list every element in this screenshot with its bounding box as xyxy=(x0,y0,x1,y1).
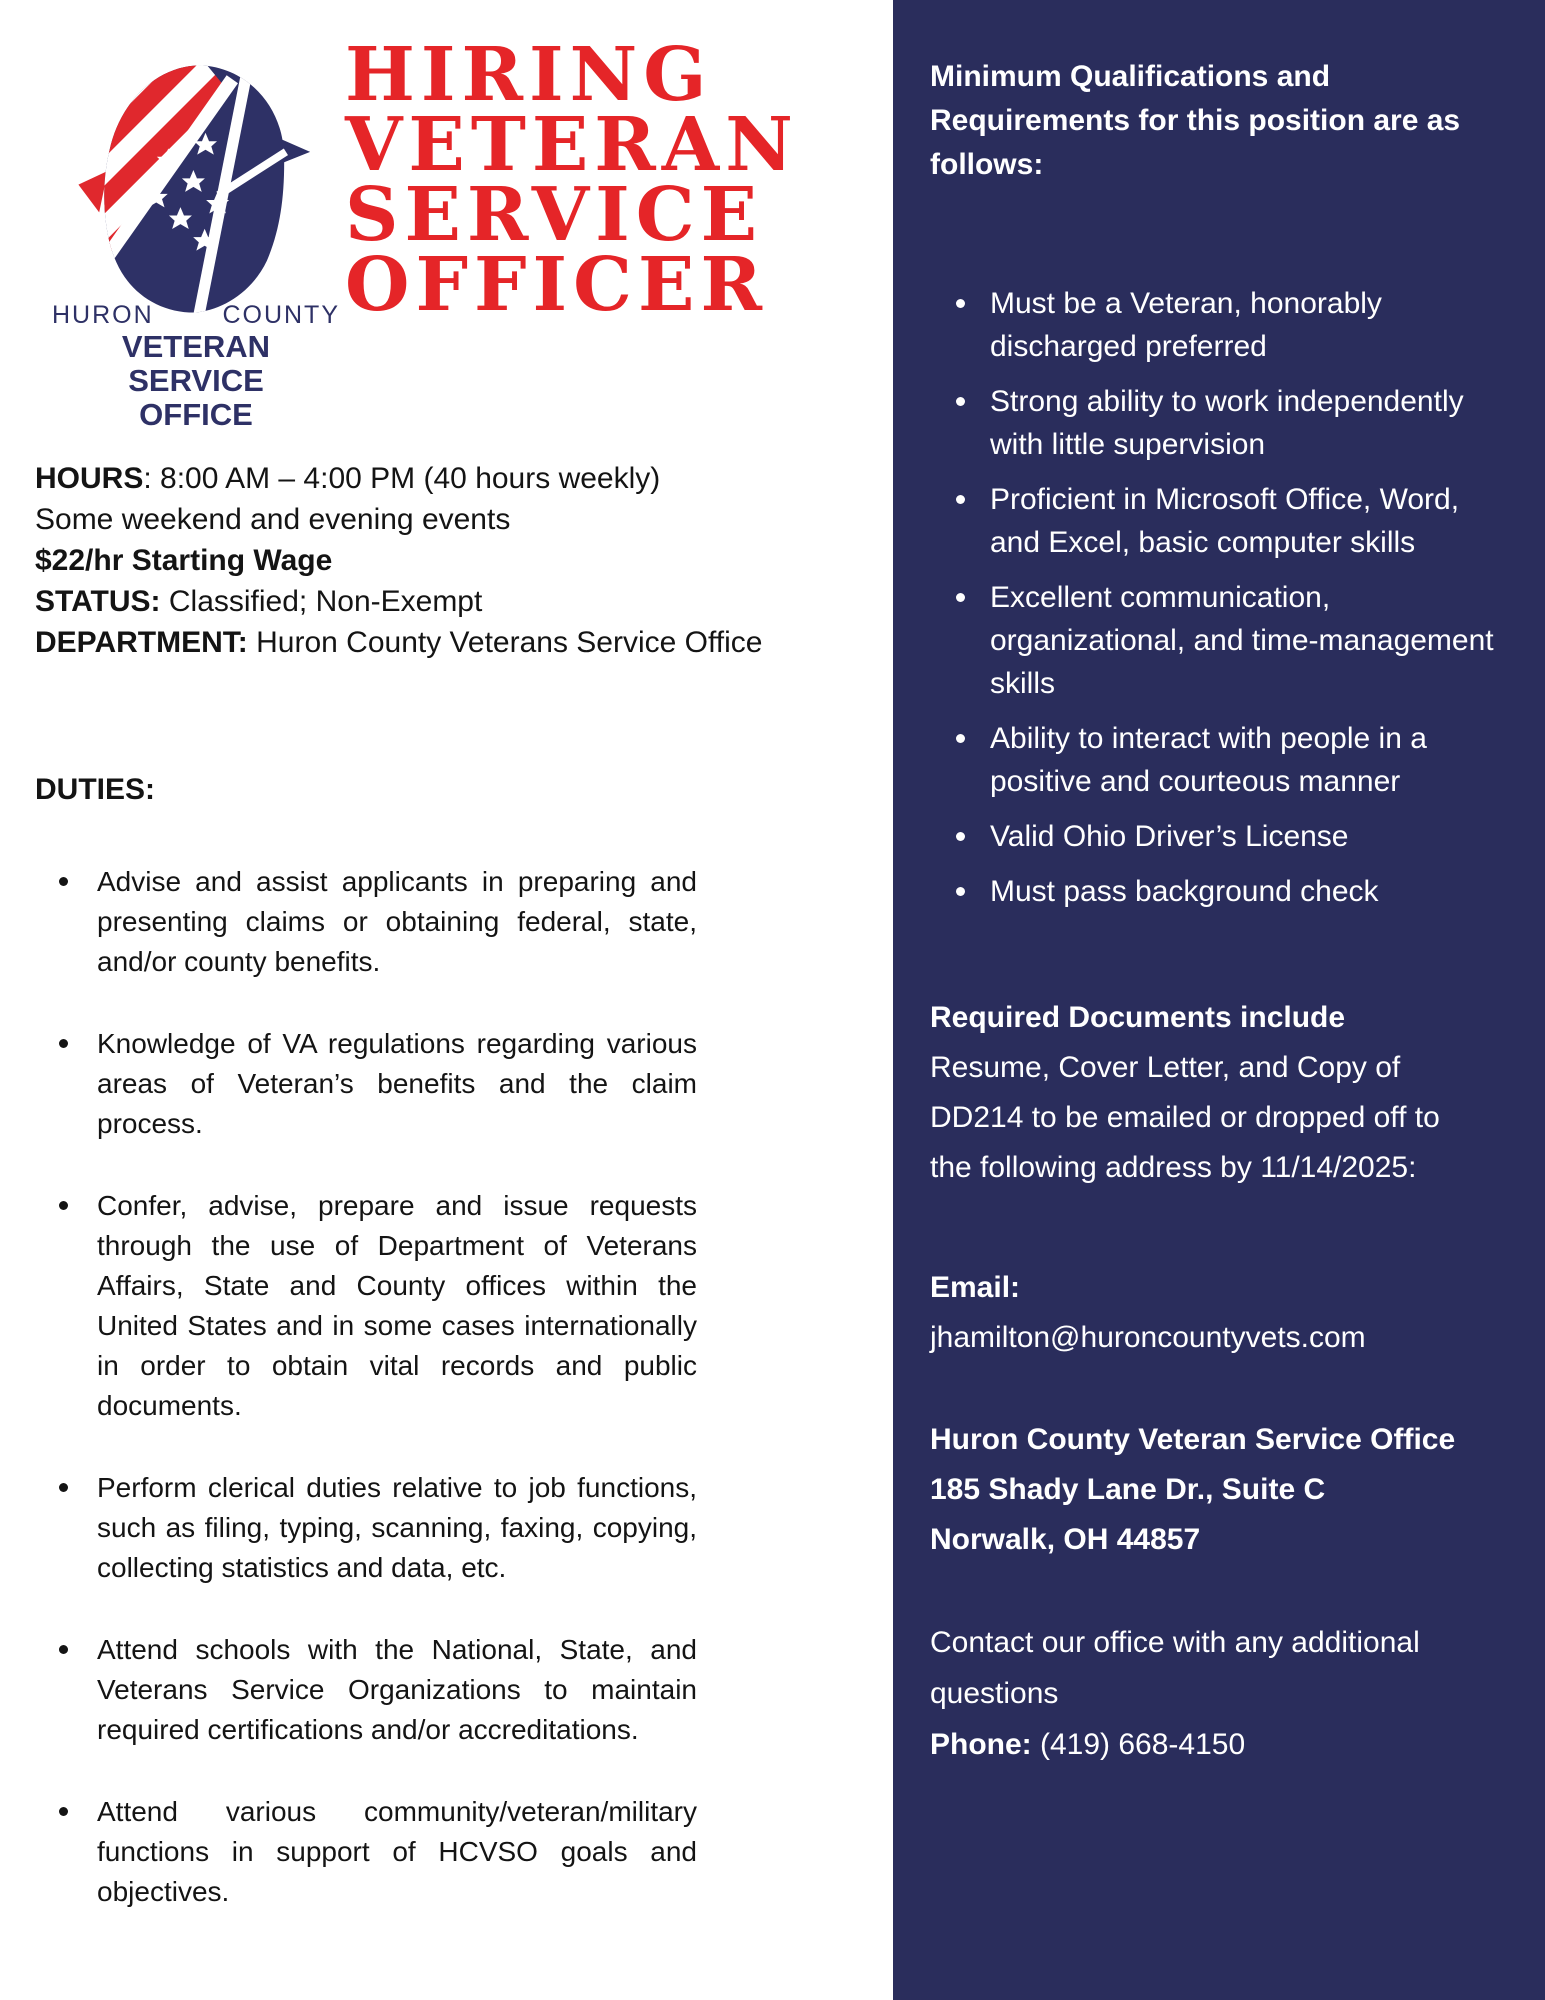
contact-note-block xyxy=(930,1617,1430,1770)
office-name: Huron County Veteran Service Office xyxy=(930,1423,1456,1456)
qualification-item: Ability to interact with people in a positive and courteous manner xyxy=(930,717,1503,803)
duty-item: Attend schools with the National, State, and Veterans Service Organizations to maintain required certifications and/or accreditations. xyxy=(35,1630,697,1750)
hours-value: : 8:00 AM – 4:00 PM (40 hours weekly) xyxy=(143,462,661,495)
email-label: Email: xyxy=(930,1271,1021,1304)
phone-label: Phone: xyxy=(930,1728,1032,1761)
required-documents-heading: Required Documents include xyxy=(930,1001,1346,1034)
job-info xyxy=(35,458,785,663)
flyer-title xyxy=(345,32,865,328)
wage-value: $22/hr Starting Wage xyxy=(35,544,333,577)
duty-item: Perform clerical duties relative to job functions, such as filing, typing, scanning, faxing, copying, collecting statistics and data, etc. xyxy=(35,1468,697,1588)
contact-note: Contact our office with any additional questions xyxy=(930,1626,1420,1710)
veteran-helmet-logo-icon xyxy=(65,55,327,323)
email-block xyxy=(930,1263,1503,1363)
title-line: SERVICE xyxy=(345,172,764,258)
email-address: jhamilton@huroncountyvets.com xyxy=(930,1321,1366,1354)
logo-office: OFFICE xyxy=(139,397,253,432)
duties-list xyxy=(35,862,697,1912)
duty-item: Confer, advise, prepare and issue requests through the use of Department of Veterans Affairs, State and County offices within the United States and in some cases internationally in order to obtain vital records and public documents. xyxy=(35,1186,697,1426)
department-label: DEPARTMENT: xyxy=(35,626,248,659)
department-line xyxy=(35,622,785,663)
duty-item: Advise and assist applicants in preparing and presenting claims or obtaining federal, state, and/or county benefits. xyxy=(35,862,697,982)
address-line1: 185 Shady Lane Dr., Suite C xyxy=(930,1473,1326,1506)
title-line: OFFICER xyxy=(345,242,768,328)
address-line2: Norwalk, OH 44857 xyxy=(930,1523,1201,1556)
status-value: Classified; Non-Exempt xyxy=(160,585,483,618)
title-line: HIRING xyxy=(345,32,713,118)
qualification-item: Excellent communication, organizational, and time-management skills xyxy=(930,576,1503,705)
huron-county-vso-logo xyxy=(52,55,340,432)
office-address-block xyxy=(930,1415,1470,1565)
qualification-item: Proficient in Microsoft Office, Word, and Excel, basic computer skills xyxy=(930,478,1503,564)
logo-county-left: HURON xyxy=(52,301,154,329)
duty-item: Knowledge of VA regulations regarding various areas of Veteran’s benefits and the claim process. xyxy=(35,1024,697,1144)
department-value: Huron County Veterans Service Office xyxy=(247,626,763,659)
title-line: VETERAN xyxy=(345,102,799,188)
logo-veteran-service: VETERAN SERVICE xyxy=(121,329,271,398)
logo-county-right: COUNTY xyxy=(222,301,340,329)
status-line xyxy=(35,581,785,622)
duty-item: Attend various community/veteran/military functions in support of HCVSO goals and objectives. xyxy=(35,1792,697,1912)
duties-heading: DUTIES: xyxy=(35,773,155,806)
duties-section xyxy=(35,770,697,1954)
status-label: STATUS: xyxy=(35,585,161,618)
qualifications-list xyxy=(930,282,1503,913)
qualifications-heading: Minimum Qualifications and Requirements for this position are as follows: xyxy=(930,60,1461,181)
schedule-note: Some weekend and evening events xyxy=(35,503,511,536)
required-documents xyxy=(930,993,1470,1193)
required-documents-body: Resume, Cover Letter, and Copy of DD214 to be emailed or dropped off to the following address by 11/14/2025: xyxy=(930,1051,1440,1184)
qualification-item: Must be a Veteran, honorably discharged preferred xyxy=(930,282,1503,368)
wage-line xyxy=(35,540,785,581)
qualification-item: Must pass background check xyxy=(930,870,1503,913)
phone-number: (419) 668-4150 xyxy=(1031,1728,1246,1761)
phone-line xyxy=(930,1719,1430,1770)
qualification-item: Strong ability to work independently with little supervision xyxy=(930,380,1503,466)
hours-label: HOURS xyxy=(35,462,144,495)
qualification-item: Valid Ohio Driver’s License xyxy=(930,815,1503,858)
flag-tip xyxy=(78,171,107,212)
qualifications-panel xyxy=(893,0,1545,2000)
hours-line xyxy=(35,458,785,499)
